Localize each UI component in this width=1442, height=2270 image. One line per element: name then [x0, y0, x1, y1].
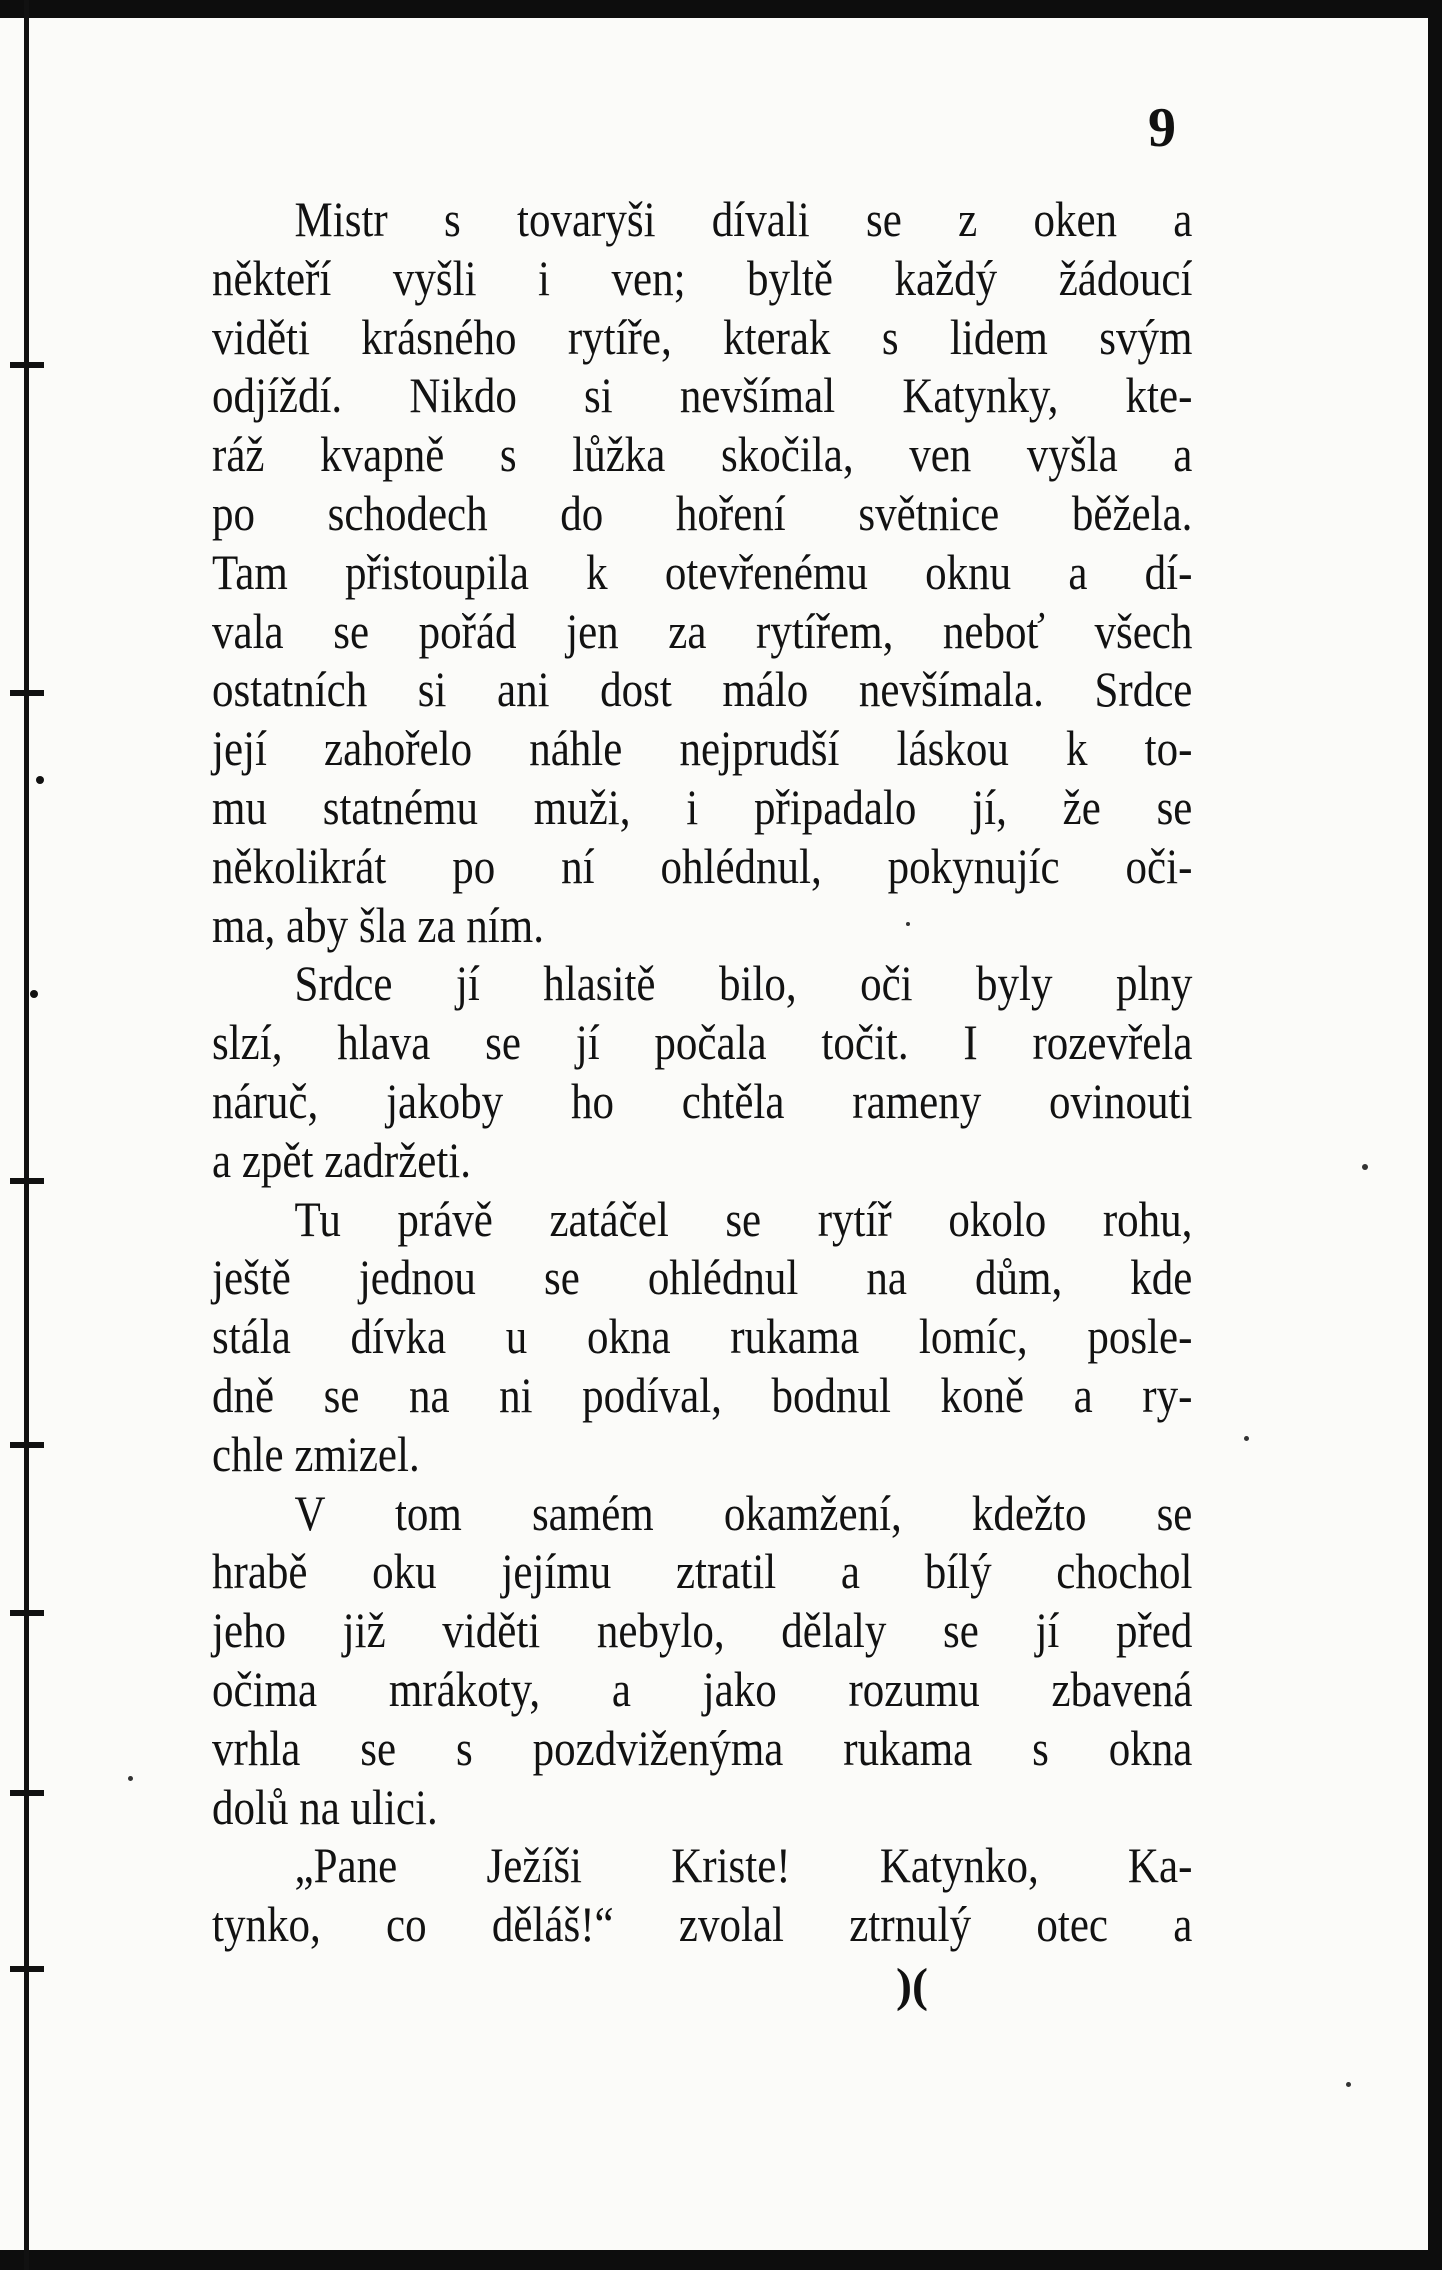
text-line: tynko, co děláš!“ zvolal ztrnulý otec a [212, 1896, 1193, 1953]
text-line: chle zmizel. [212, 1425, 420, 1482]
text-line: ma, aby šla za ním. [212, 896, 544, 953]
scan-border-right [1428, 0, 1442, 2270]
text-line: V tom samém okamžení, kdežto se [294, 1484, 1193, 1541]
catchword: )( [896, 1959, 928, 2012]
text-line: někteří vyšli i ven; byltě každý žádoucí [212, 249, 1193, 306]
text-line: dně se na ni podíval, bodnul koně a ry- [212, 1366, 1193, 1423]
binding-stitch [10, 1790, 44, 1796]
binding-dot [36, 776, 44, 784]
text-line: dolů na ulici. [212, 1778, 438, 1835]
text-line: a zpět zadržeti. [212, 1131, 472, 1188]
text-line: hrabě oku jejímu ztratil a bílý chochol [212, 1543, 1193, 1600]
binding-stitch [10, 1178, 44, 1184]
text-line: „Pane Ježíši Kriste! Katynko, Ka- [294, 1837, 1193, 1894]
text-line: očima mrákoty, a jako rozumu zbavená [212, 1660, 1193, 1717]
text-line: viděti krásného rytíře, kterak s lidem svým [212, 308, 1193, 365]
text-line: jeho již viděti nebylo, dělaly se jí před [212, 1602, 1193, 1659]
scan-border-bottom [0, 2250, 1442, 2270]
text-line: vala se pořád jen za rytířem, neboť všech [212, 602, 1193, 659]
text-line: po schodech do hoření světnice běžela. [212, 484, 1193, 541]
text-line: Srdce jí hlasitě bilo, oči byly plny [294, 955, 1193, 1012]
binding-stitch [10, 1442, 44, 1448]
scan-speck [128, 1776, 133, 1781]
page-number: 9 [1148, 97, 1176, 159]
scan-border-top [0, 0, 1442, 18]
text-line: ještě jednou se ohlédnul na dům, kde [212, 1249, 1193, 1306]
text-line: ráž kvapně s lůžka skočila, ven vyšla a [212, 426, 1193, 483]
text-line: stála dívka u okna rukama lomíc, posle- [212, 1308, 1193, 1365]
binding-stitch [10, 1966, 44, 1972]
binding-dot [30, 990, 38, 998]
text-line: odjíždí. Nikdo si nevšímal Katynky, kte- [212, 367, 1193, 424]
body-text [212, 190, 1193, 1954]
text-line: ostatních si ani dost málo nevšímala. Srdce [212, 661, 1193, 718]
text-line: náruč, jakoby ho chtěla rameny ovinouti [212, 1072, 1193, 1129]
text-line: několikrát po ní ohlédnul, pokynujíc oči- [212, 837, 1193, 894]
binding-stitch [10, 690, 44, 696]
binding-edge [24, 0, 29, 2270]
text-line: vrhla se s pozdviženýma rukama s okna [212, 1719, 1193, 1776]
text-line: Tam přistoupila k otevřenému oknu a dí- [212, 543, 1193, 600]
text-line: slzí, hlava se jí počala točit. I rozevřela [212, 1014, 1193, 1071]
text-line: Mistr s tovaryši dívali se z oken a [294, 191, 1193, 247]
binding-stitch [10, 362, 44, 368]
scan-speck [1362, 1164, 1368, 1170]
binding-stitch [10, 1610, 44, 1616]
scan-speck [1244, 1436, 1249, 1441]
text-line: Tu právě zatáčel se rytíř okolo rohu, [294, 1190, 1193, 1247]
text-line: mu statnému muži, i připadalo jí, že se [212, 778, 1193, 835]
text-line: její zahořelo náhle nejprudší láskou k to- [212, 720, 1193, 777]
scan-speck [1346, 2082, 1351, 2087]
